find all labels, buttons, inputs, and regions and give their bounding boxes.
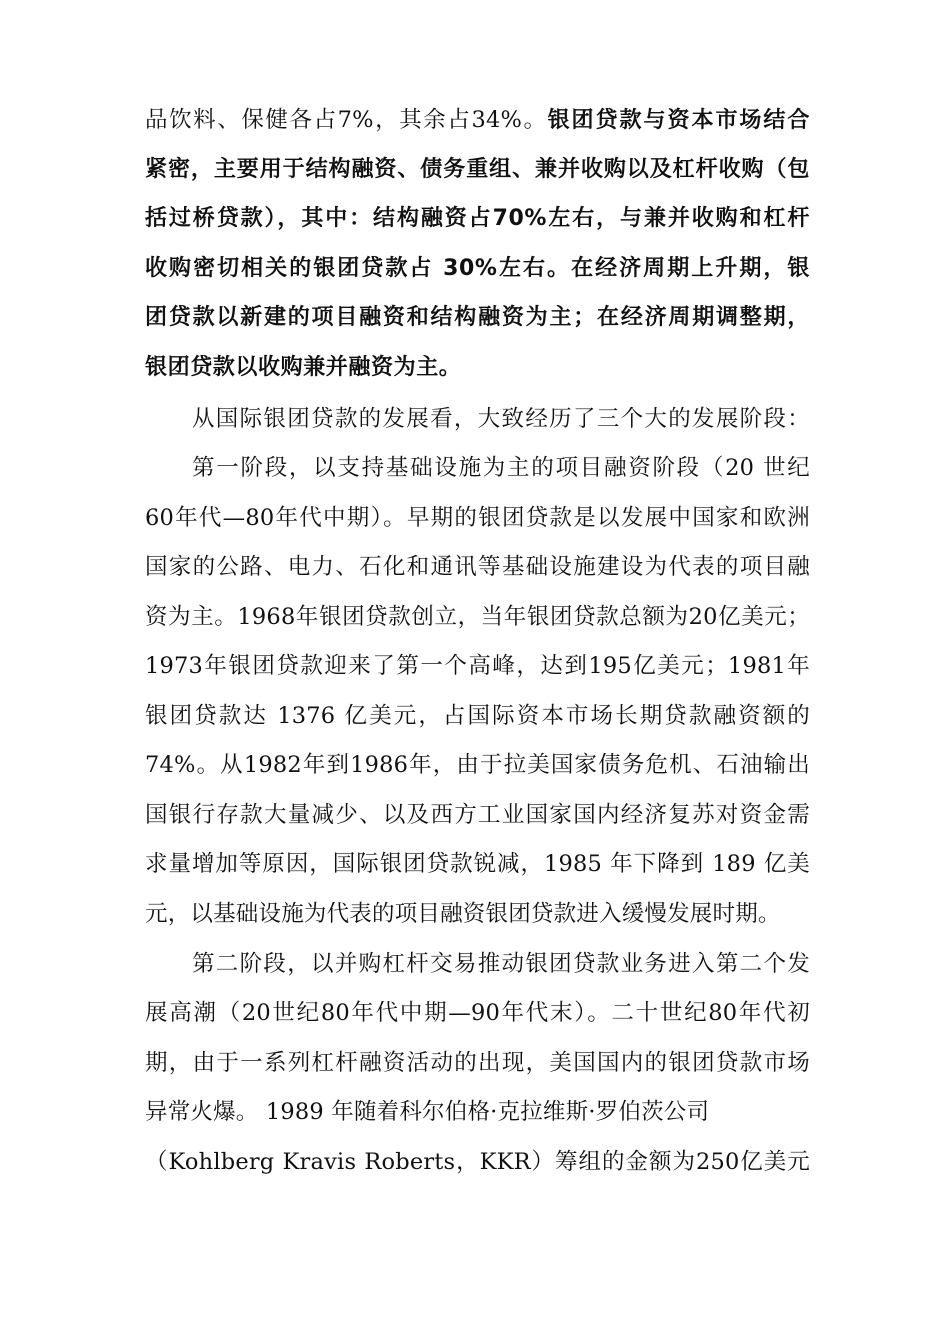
text-line-6: 银团贷款以收购兼并融资为主。 [145,355,462,380]
text-line-19: 展高潮（20世纪80年代中期—90年代末）。二十世纪80年代初 [145,1000,810,1026]
text-line-11: 资为主。1968年银团贷款创立，当年银团贷款总额为20亿美元； [145,604,810,630]
text-line-10: 国家的公路、电力、石化和通讯等基础设施建设为代表的项目融 [145,554,810,580]
text-line-20: 期，由于一系列杠杆融资活动的出现，美国国内的银团贷款市场 [145,1050,810,1076]
text-line-5: 团贷款以新建的项目融资和结构融资为主；在经济周期调整期， [145,305,810,330]
text-line-4: 收购密切相关的银团贷款占 30%左右。在经济周期上升期，银 [145,256,810,281]
text-line-9: 60年代—80年代中期）。早期的银团贷款是以发展中国家和欧洲 [145,505,810,531]
text-line-12: 1973年银团贷款迎来了第一个高峰，达到195亿美元；1981年 [145,653,810,679]
text-line-21: 异常火爆。 1989 年随着科尔伯格·克拉维斯·罗伯茨公司 [145,1099,710,1125]
text-line-1-plain: 品饮料、保健各占7%，其余占34%。 [145,107,548,133]
text-line-3: 括过桥贷款），其中：结构融资占70%左右，与兼并收购和杠杆 [145,206,810,231]
text-line-16: 求量增加等原因，国际银团贷款锐减，1985 年下降到 189 亿美 [145,851,810,877]
text-line-13: 银团贷款达 1376 亿美元，占国际资本市场长期贷款融资额的 [145,703,810,729]
text-line-14: 74%。从1982年到1986年，由于拉美国家债务危机、石油输出 [145,752,810,778]
text-line-8: 第一阶段，以支持基础设施为主的项目融资阶段（20 世纪 [192,455,810,481]
text-line-7: 从国际银团贷款的发展看，大致经历了三个大的发展阶段： [192,406,810,432]
text-line-18: 第二阶段，以并购杠杆交易推动银团贷款业务进入第二个发 [192,951,810,977]
text-line-1 [145,104,810,137]
text-line-17: 元，以基础设施为代表的项目融资银团贷款进入缓慢发展时期。 [145,901,781,927]
text-line-1-bold: 银团贷款与资本市场结合 [547,108,810,133]
text-line-22: （Kohlberg Kravis Roberts，KKR）筹组的金额为250亿美元 [145,1149,810,1175]
text-line-2: 紧密，主要用于结构融资、债务重组、兼并收购以及杠杆收购（包 [145,157,810,182]
text-line-15: 国银行存款大量减少、以及西方工业国家国内经济复苏对资金需 [145,802,810,828]
